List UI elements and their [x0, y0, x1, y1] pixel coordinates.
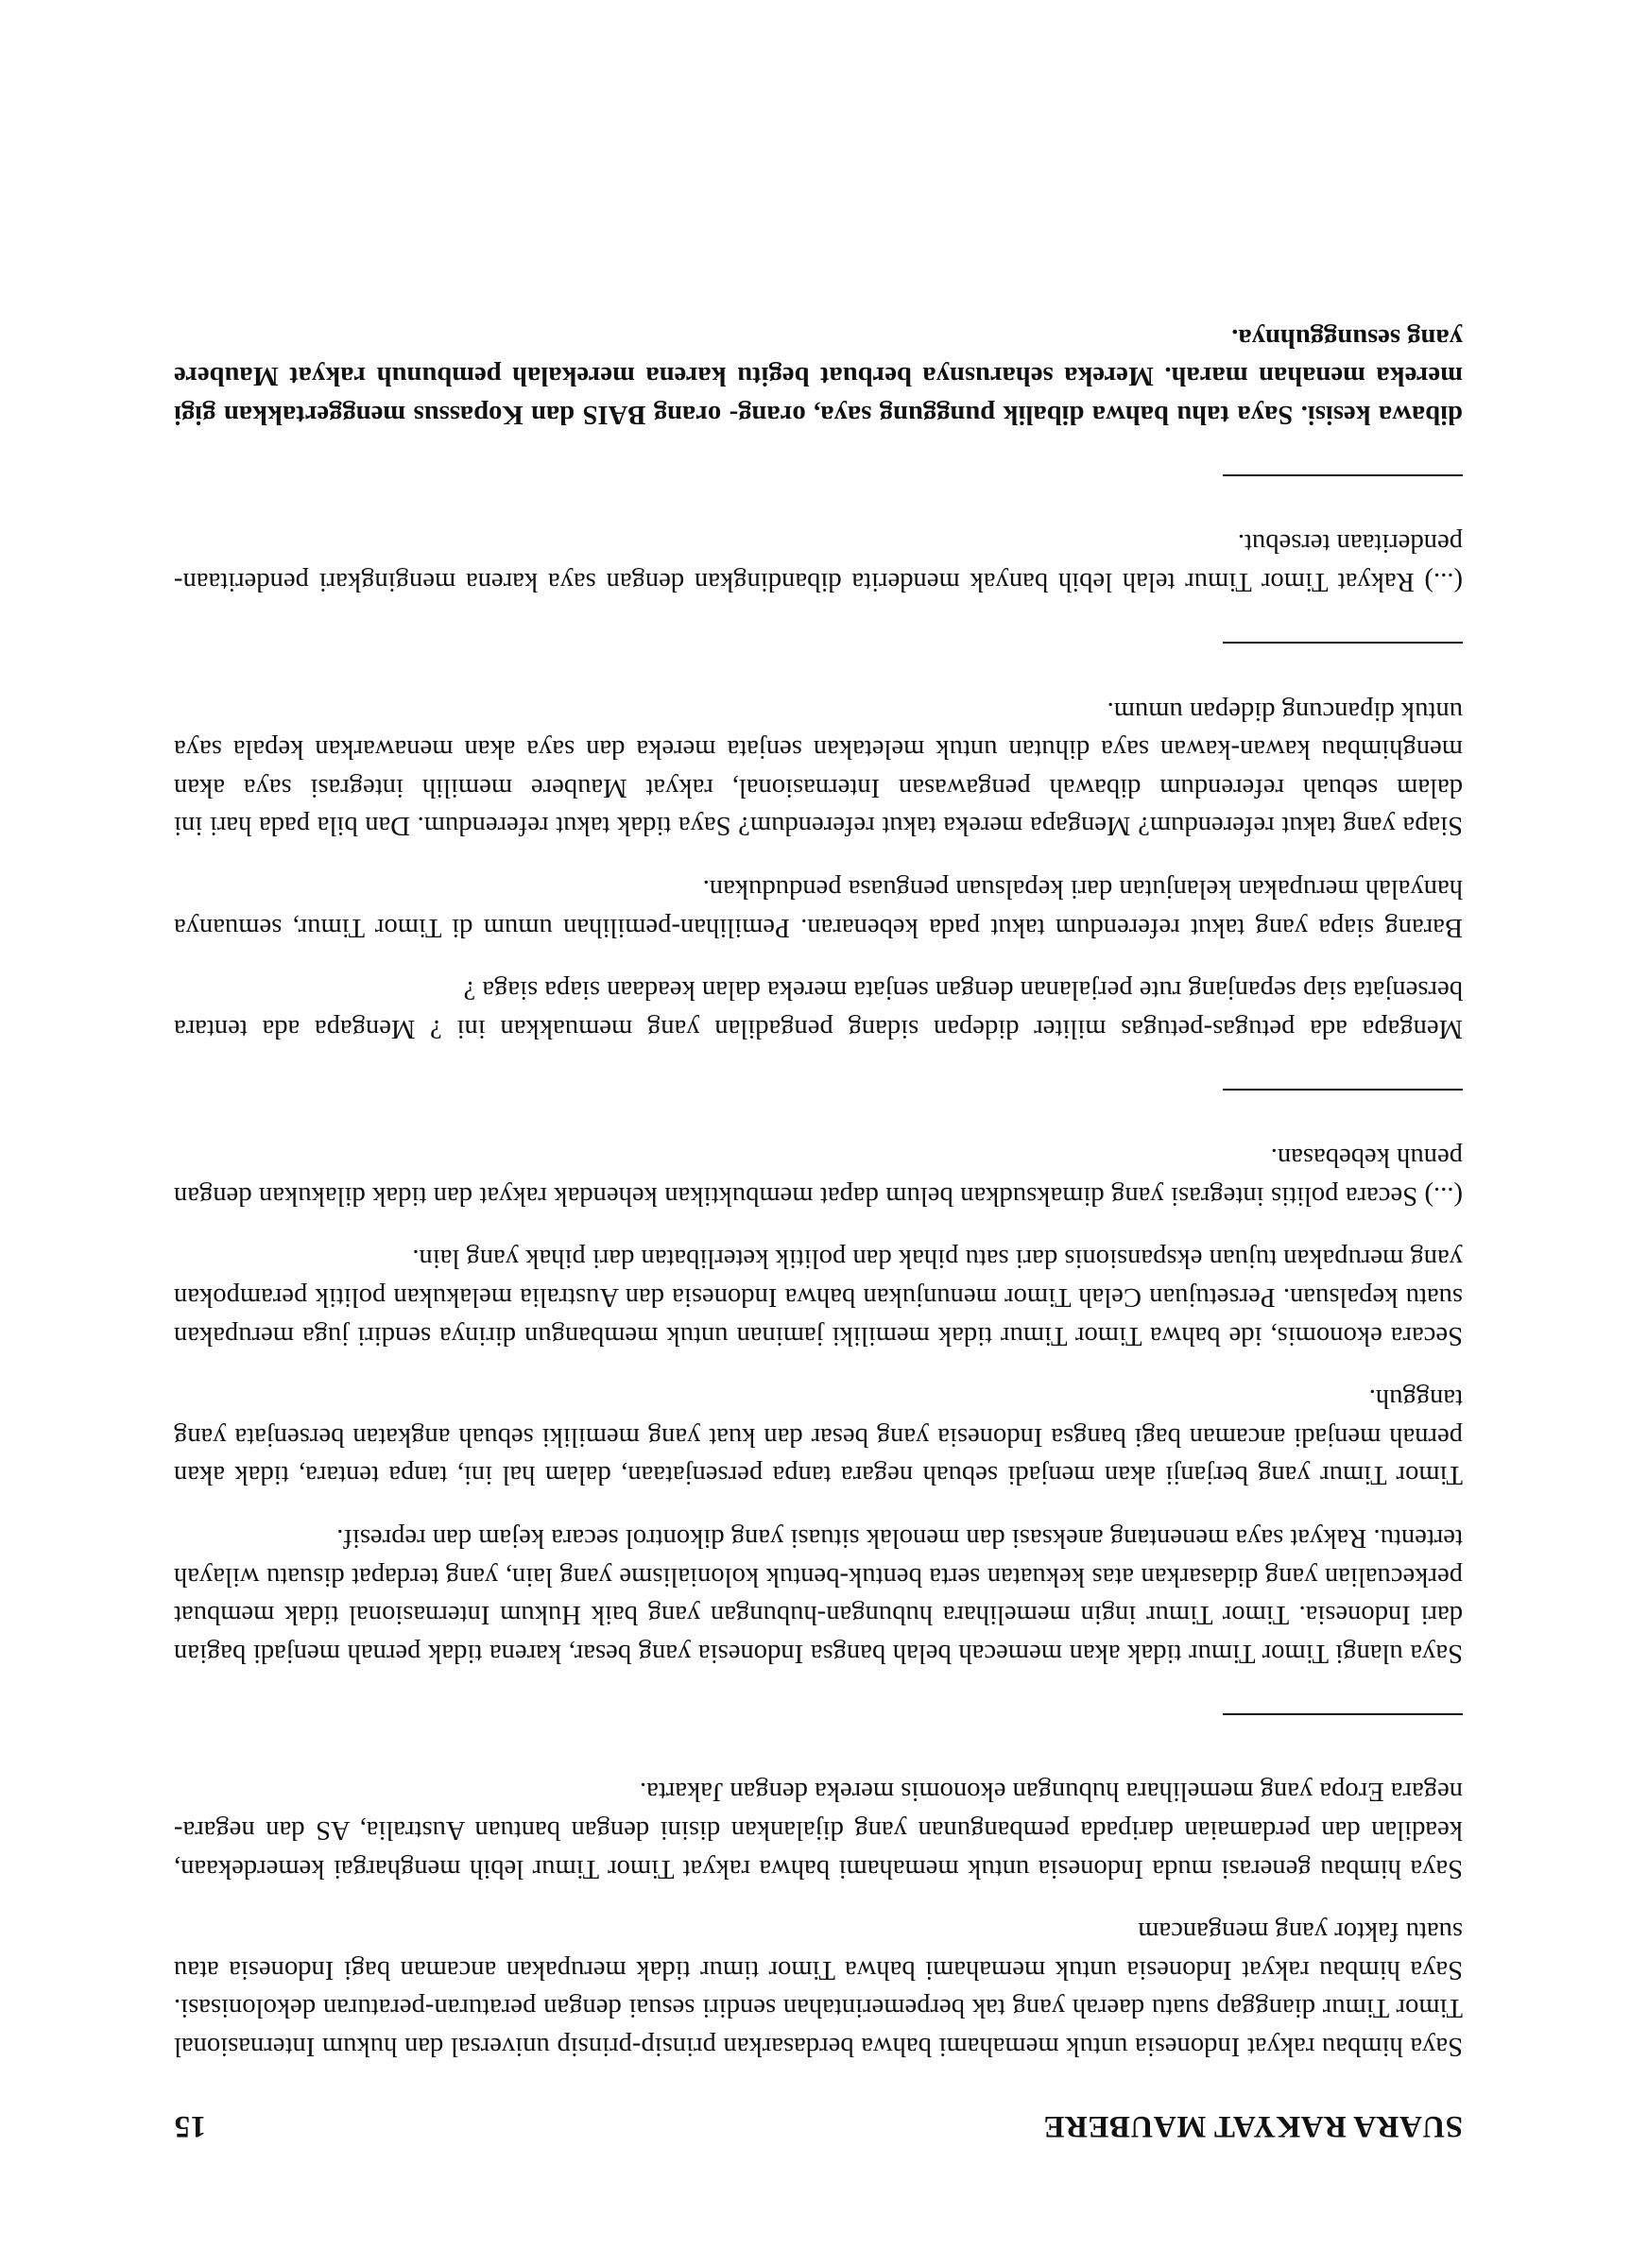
paragraph-rakyat-menderita: (...) Rakyat Timor Timur telah lebih banyak menderita dibandingkan dengan saya karena mengingkari penderitaan-penderitaan tersebut.: [174, 528, 1463, 596]
section-divider: [1223, 474, 1463, 476]
paragraph-ulangi-timor: Saya ulangi Timor Timur tidak akan memecah belah bangsa Indonesia yang besar, karena tidak pernah menjadi bagian dari Indonesia. Timor Timur ingin memelihara hubungan-hubungan yang baik Hukum Internasional tidak membuat perkecualian yang didasarkan atas kekuatan serta bentuk-bentuk kolonialisme yang lain, yang terdapat disuatu wilayah tertentu. Rakyat saya menentang aneksasi dan menolak situasi yang dikontrol secara kejam dan represif.: [174, 1523, 1463, 1668]
page-content: [174, 318, 1463, 2143]
paragraph-bais-kopassus: dibawa kesisi. Saya tahu bahwa dibalik punggung saya, orang- orang BAIS dan Kopassus menggertakkan gigi mereka menahan marah. Mereka seharusnya berbuat begitu karena merekalah pembunuh rakyat Maubere yang sesungguhnya.: [174, 322, 1463, 429]
paragraph-siapa-takut-referendum: Siapa yang takut referendum? Mengapa mereka takut referendum? Saya tidak takut referendum. Dan bila pada hari ini dalam sebuah referendum dibawah pengawasan Internasional, rakyat Maubere memilih integrasi saya akan menghimbau kawan-kawan saya dihutan untuk meletakan senjata mereka dan saya akan menawarkan kepala saya untuk dipancung didepan umum.: [174, 696, 1463, 841]
paragraph-himbau-hukum-internasional: Saya himbau rakyat Indonesia untuk memahami bahwa berdasarkan prinsip-prinsip universal dan hukum Internasional Timor Timur dianggap suatu daerah yang tak berpemerintahan sendiri sesuai dengan peraturan-peraturan dekolonisasi. Saya himbau rakyat Indonesia untuk memahami bahwa Timor timur tidak merupakan ancaman bagi Indonesia atau suatu faktor yang mengancam: [174, 1916, 1463, 2061]
paragraph-himbau-generasi-muda: Saya himbau generasi muda Indonesia untuk memahami bahwa rakyat Timor Timur lebih menghargai kemerdekaan, keadilan dan perdamaian daripada pembangunan yang dijalankan disini dengan bantuan Australia, AS dan negara-negara Eropa yang memelihara hubungan ekonomis mereka dengan Jakarta.: [174, 1777, 1463, 1883]
page-number: 15: [174, 2109, 206, 2143]
paragraph-politis: (...) Secara politis integrasi yang dimaksudkan belum dapat membuktikan kehendak rakyat dan tidak dilakukan dengan penuh kebebasan.: [174, 1143, 1463, 1211]
paragraph-takut-kebenaran: Barang siapa yang takut referendum takut pada kebenaran. Pemilihan-pemilihan umum di Timor Timur, semuanya hanyalah merupakan kelanjutan dari kepalsuan penguasa pendudukan.: [174, 873, 1463, 942]
section-divider: [1223, 642, 1463, 644]
paragraph-tanpa-tentara: Timor Timur yang berjanji akan menjadi sebuah negara tanpa persenjataan, dalam hal ini, tanpa tentara, tidak akan pernah menjadi ancaman bagi bangsa Indonesia yang besar dan kuat yang memiliki sebuah angkatan bersenjata yang tangguh.: [174, 1383, 1463, 1490]
running-header: [174, 2108, 1463, 2143]
section-divider: [1223, 1089, 1463, 1091]
publication-title: SUARA RAKYAT MAUBERE: [1043, 2109, 1463, 2143]
section-divider: [1223, 1713, 1463, 1715]
paragraph-petugas-militer: Mengapa ada petugas-petugas militer didepan sidang pengadilan yang memuakkan ini ? Mengapa ada tentara bersenjata siap sepanjang rute perjalanan dengan senjata mereka dalan keadaan siapa siaga ?: [174, 975, 1463, 1043]
paragraph-ekonomis: Secara ekonomis, ide bahwa Timor Timur tidak memiliki jaminan untuk membangun dirinya sendiri juga merupakan suatu kepalsuan. Persetujuan Celah Timor menunjukan bahwa Indonesia dan Australia melakukan politik perampokan yang merupakan tujuan ekspansionis dari satu pihak dan politik keterlibatan dari pihak yang lain.: [174, 1244, 1463, 1350]
